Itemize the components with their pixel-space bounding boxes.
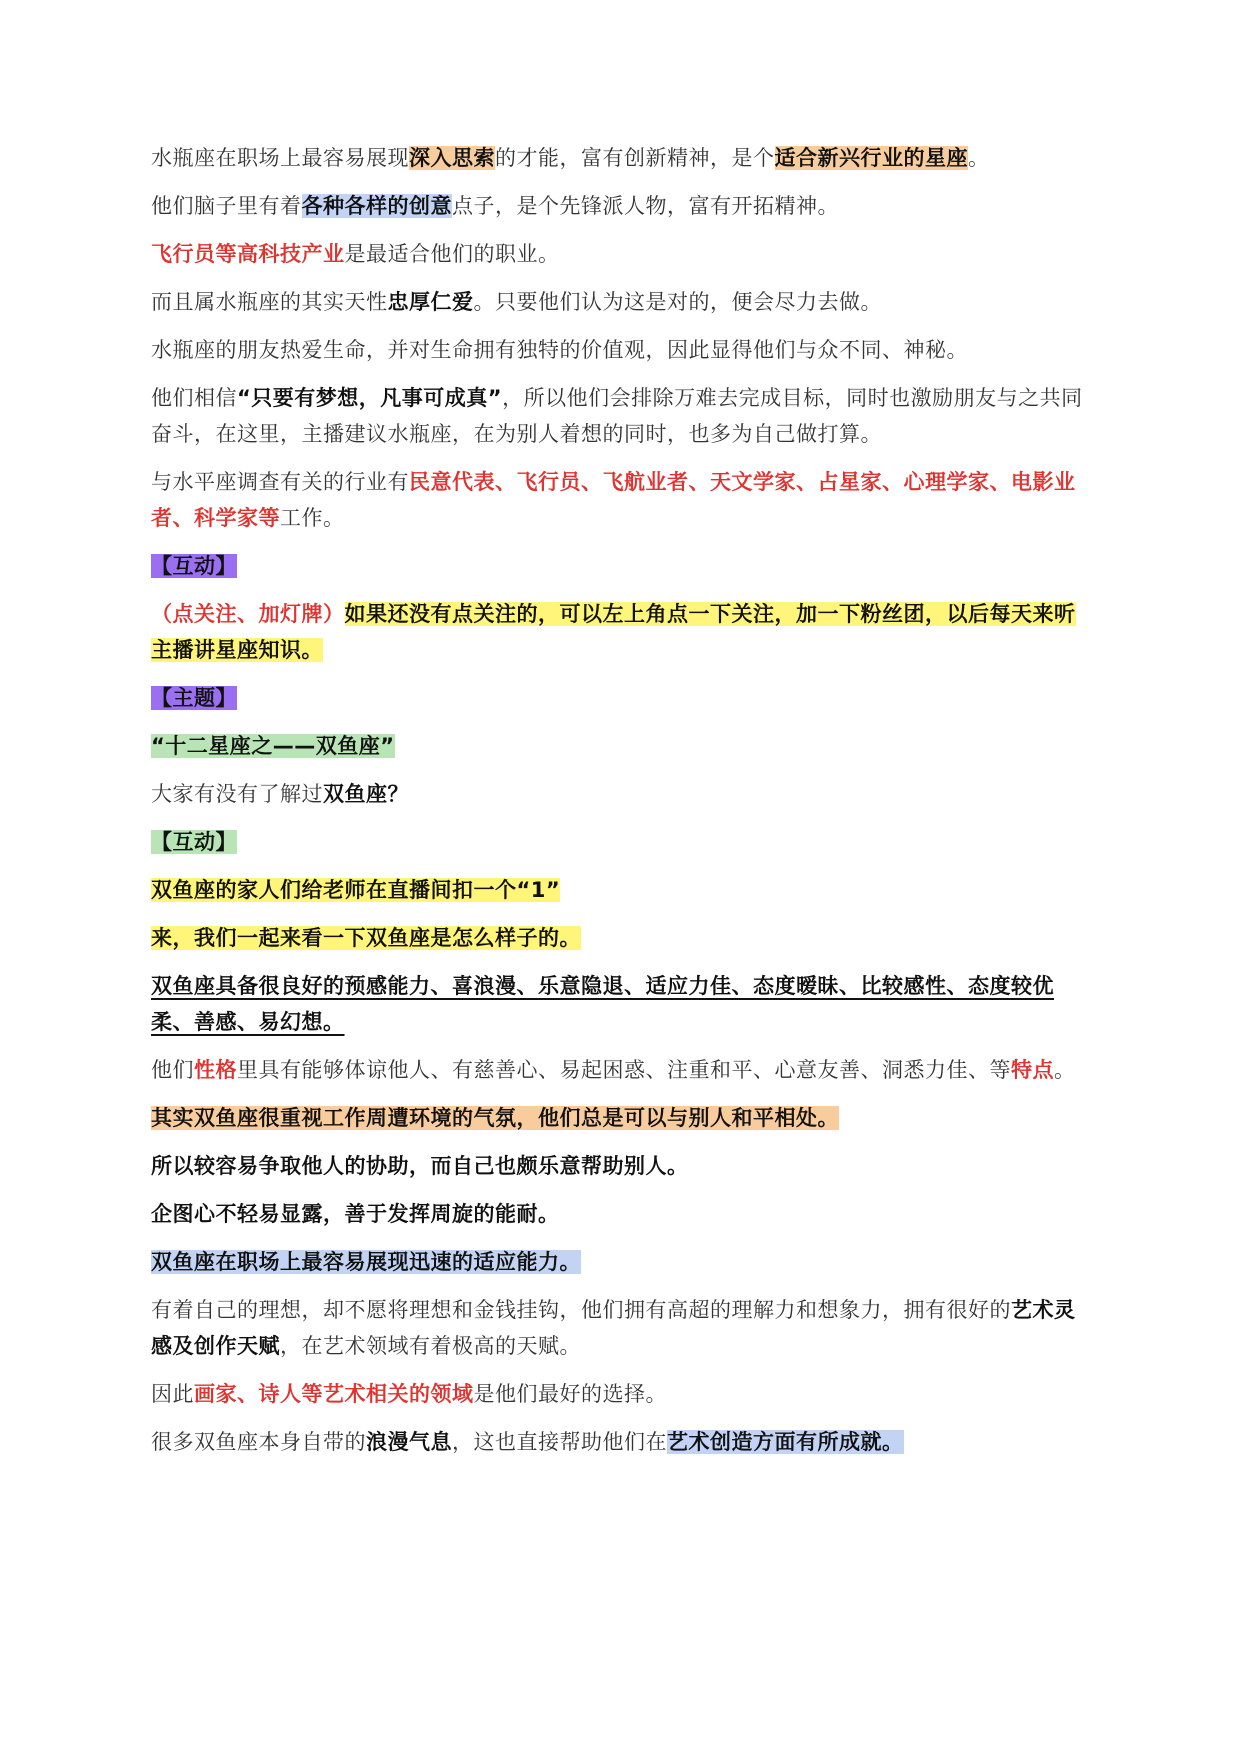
text-run: 他们相信: [151, 386, 237, 410]
paragraph-3: [151, 236, 1091, 272]
bold-emphasis: “只要有梦想，凡事可成真”: [237, 386, 503, 410]
paragraph-24: [151, 1424, 1091, 1460]
underlined-text: 双鱼座具备很良好的预感能力、喜浪漫、乐意隐退、适应力佳、态度暧昧、比较感性、态度较优柔、善感、易幻想。: [151, 974, 1054, 1034]
paragraph-12: [151, 776, 1091, 812]
paragraph-16: [151, 968, 1091, 1040]
highlight-yellow: 来，我们一起来看一下双鱼座是怎么样子的。: [151, 926, 581, 950]
text-run: 是最适合他们的职业。: [344, 242, 560, 266]
highlight-purple: 【互动】: [151, 554, 237, 578]
paragraph-5: [151, 332, 1091, 368]
red-emphasis: 特点: [1011, 1058, 1054, 1082]
paragraph-2: [151, 188, 1091, 224]
red-emphasis: 性格: [194, 1058, 237, 1082]
section-tag-interaction-2: [151, 824, 1091, 860]
paragraph-6: [151, 380, 1091, 452]
text-run: 与水平座调查有关的行业有: [151, 470, 409, 494]
highlight-yellow: 如果还没有点关注的，可以左上角点一下关注，加一下粉丝团，以后每天来听主播讲星座知识。: [151, 602, 1076, 662]
highlight-blue: 各种各样的创意: [301, 194, 452, 218]
paragraph-22: [151, 1292, 1091, 1364]
highlight-blue: 双鱼座在职场上最容易展现迅速的适应能力。: [151, 1250, 581, 1274]
paragraph-7: [151, 464, 1091, 536]
bold-text: 企图心不轻易显露，善于发挥周旋的能耐。: [151, 1202, 560, 1226]
topic-title: [151, 728, 1091, 764]
highlight-yellow: 双鱼座的家人们给老师在直播间扣一个“1”: [151, 878, 561, 902]
paragraph-14: [151, 872, 1091, 908]
section-tag-interaction: [151, 548, 1091, 584]
highlight-purple: 【主题】: [151, 686, 237, 710]
bold-emphasis: 浪漫气息: [366, 1430, 452, 1454]
text-run: 的才能，富有创新精神，是个: [495, 146, 775, 170]
highlight-blue: 艺术创造方面有所成就。: [667, 1430, 904, 1454]
paragraph-19: [151, 1148, 1091, 1184]
text-run: 。: [968, 146, 990, 170]
red-emphasis: 画家、诗人等艺术相关的领域: [194, 1382, 474, 1406]
bold-text: 所以较容易争取他人的协助，而自己也颇乐意帮助别人。: [151, 1154, 689, 1178]
paragraph-23: [151, 1376, 1091, 1412]
red-emphasis: （点关注、加灯牌）: [151, 602, 345, 626]
text-run: 他们脑子里有着: [151, 194, 302, 218]
paragraph-20: [151, 1196, 1091, 1232]
text-run: 工作。: [280, 506, 345, 530]
paragraph-15: [151, 920, 1091, 956]
bold-emphasis: 双鱼座？: [323, 782, 409, 806]
text-run: 。: [1054, 1058, 1076, 1082]
text-run: 很多双鱼座本身自带的: [151, 1430, 366, 1454]
red-emphasis: 飞行员等高科技产业: [151, 242, 345, 266]
highlight-orange: 适合新兴行业的星座: [774, 146, 968, 170]
paragraph-1: [151, 140, 1091, 176]
text-run: 水瓶座的朋友热爱生命，并对生命拥有独特的价值观，因此显得他们与众不同、神秘。: [151, 338, 968, 362]
highlight-green: 【互动】: [151, 830, 237, 854]
document-body: [151, 140, 1091, 1460]
section-tag-topic: [151, 680, 1091, 716]
paragraph-21: [151, 1244, 1091, 1280]
text-run: 大家有没有了解过: [151, 782, 323, 806]
paragraph-18: [151, 1100, 1091, 1136]
text-run: 而且属水瓶座的其实天性: [151, 290, 388, 314]
text-run: ，所以他们会排除万难去完成目标，同时也激励朋友与之共同奋斗，在这里，主播建议水瓶座，在为别人着想的同时，也多为自己做打算。: [151, 386, 1083, 446]
text-run: ，在艺术领域有着极高的天赋。: [280, 1334, 581, 1358]
bold-emphasis: 艺术灵感及创作天赋: [151, 1298, 1076, 1358]
paragraph-4: [151, 284, 1091, 320]
text-run: 他们: [151, 1058, 194, 1082]
text-run: 因此: [151, 1382, 194, 1406]
text-run: 点子，是个先锋派人物，富有开拓精神。: [452, 194, 839, 218]
highlight-orange: 其实双鱼座很重视工作周遭环境的气氛，他们总是可以与别人和平相处。: [151, 1106, 839, 1130]
text-run: 里具有能够体谅他人、有慈善心、易起困惑、注重和平、心意友善、洞悉力佳、等: [237, 1058, 1011, 1082]
highlight-orange: 深入思索: [409, 146, 495, 170]
text-run: ，这也直接帮助他们在: [452, 1430, 667, 1454]
highlight-green: “十二星座之——双鱼座”: [151, 734, 395, 758]
text-run: 水瓶座在职场上最容易展现: [151, 146, 409, 170]
text-run: 是他们最好的选择。: [473, 1382, 667, 1406]
paragraph-17: [151, 1052, 1091, 1088]
text-run: 有着自己的理想，却不愿将理想和金钱挂钩，他们拥有高超的理解力和想象力，拥有很好的: [151, 1298, 1011, 1322]
paragraph-9: [151, 596, 1091, 668]
red-emphasis: 民意代表、飞行员、飞航业者、天文学家、占星家、心理学家、电影业者、科学家等: [151, 470, 1076, 530]
text-run: 。只要他们认为这是对的，便会尽力去做。: [473, 290, 882, 314]
bold-emphasis: 忠厚仁爱: [387, 290, 474, 314]
